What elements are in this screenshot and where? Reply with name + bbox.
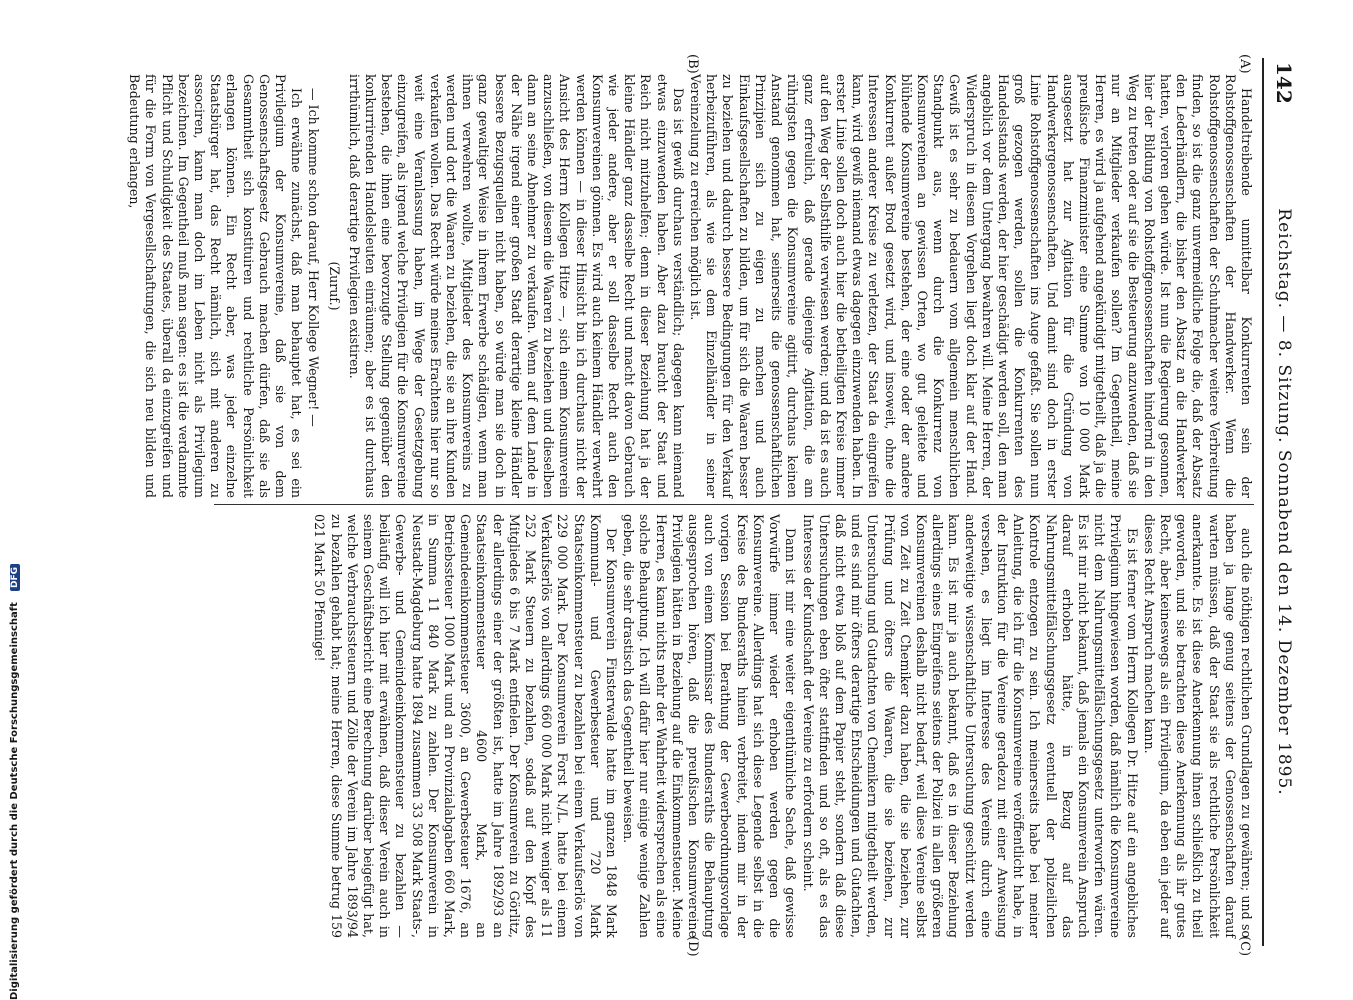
paragraph: auch die nöthigen rechtlichen Grundlagen zu gewähren; und so haben ja lange genug seitens der Genossenschaften darauf warten müssen, daß der Staat sie als rechtliche Persönlichkeit anerkannte. Es ist diese Anerkennung ihnen schließlich zu theil geworden, und sie betrachten diese Anerkennung als ihr gutes Recht, aber keineswegs als ein Privilegium, da eben ein jeder auf dieses Recht Anspruch machen kann.	[1141, 514, 1254, 938]
margin-marker-a: (A)	[1237, 54, 1252, 74]
paragraph: Das ist gewiß durchaus verständlich; dagegen kann niemand etwas einzuwenden haben. Aber dazu braucht der Staat und Reich nicht mitzuhelfen; denn in dieser Beziehung hat ja der kleine Händler ganz dasselbe Recht und macht davon Gebrauch wie jeder andere, aber er soll dasselbe Recht auch den Konsumvereinen gönnen. Es wird auch keinem Händler verwehrt werden können — in dieser Hinsicht bin ich durchaus nicht der Ansicht des Herrn Kollegen Hitze —, sich einem Konsumverein anzuschließen, von diesem die Waaren zu beziehen und dieselben dann an seine Abnehmer zu verkaufen. Wenn auf dem Lande in der Nähe irgend einer großen Stadt derartige kleine Händler bessere Bezugsquellen nicht haben, so würde man sie doch in ganz gewaltiger Weise in ihrem Erwerbe schädigen, wenn man ihnen verwehren wollte, Mitglieder des Konsumvereins zu werden und dort die Waaren zu beziehen, die sie an ihre Kunden verkaufen wollen. Das Recht würde meines Erachtens hier nur so weit eine Veranlassung haben, im Wege der Gesetzgebung einzugreifen, als irgend welche Privilegien für die Konsumvereine bestehen, die ihnen eine bevorzugte Stellung gegenüber den konkurrirenden Handelsleuten einräumen; aber es ist durchaus irrthümlich, daß derartige Privilegien existiren.	[346, 74, 686, 498]
margin-marker-d: (D)	[685, 936, 700, 957]
paragraph: Ich erwähne zunächst, daß man behauptet hat, es sei ein Privilegium der Konsumvereine, daß sie von dem Genossenschaftsgesetz Gebrauch machen dürfen, daß sie als Gesammtheit sich konstituiren und rechtliche Persönlichkeit erlangen können. Ein Recht aber, was jeder einzelne Staatsbürger hat, das Recht nämlich, sich mit anderen zu associren, kann man doch im Leben nicht als Privilegium bezeichnen. Im Gegentheil muß man sagen: es ist die verdammte Pflicht und Schuldigkeit des Staates, überall da einzugreifen und für die Form von Vergesellschaftungen, die sich neu bilden und Bedeutung erlangen,	[127, 74, 305, 498]
margin-marker-b: (B)	[685, 54, 700, 74]
running-title: Reichstag. — 8. Sitzung. Sonnabend den 14. Dezember 1895.	[1274, 208, 1294, 796]
column-separator	[214, 504, 1254, 505]
footer-text: Digitalisierung gefördert durch die Deutsche Forschungsgemeinschaft	[9, 602, 20, 1000]
paragraph: Handeltreibende unmittelbar Konkurrenten sein der Rohstoffgenossenschaften der Handwerker. Wenn die Rohstoffgenossenschaften der Schuhmacher weitere Verbreitung finden, so ist die ganz unvermeidliche Folge die, daß der Absatz den Lederhändlern, die bisher den Absatz an die Handwerker hatten, verloren gehen würde. Ist nun die Regierung gesonnen, hier der Bildung von Rohstoffgenossenschaften hindernd in den Weg zu treten oder auf sie die Besteuerung anzuwenden, daß sie nur an Mitglieder verkaufen sollen? Im Gegentheil, meine Herren, es wird ja aufgehend angekündigt mitgetheilt, daß ja die preußische Finanzminister eine Summe von 10 000 Mark ausgesetzt hat zur Agitation für die Gründung von Handwerkergenossenschaften. Und damit sind doch in erster Linie Rohstoffgenossenschaften ins Auge gefaßt. Sie sollen nun groß gezogen werden, sollen die Konkurrenten des Handelsstands werden, der hier geschädigt werden soll, den man angeblich vor dem Untergang bewahren will. Meine Herren, der Widerspruch in diesem Vorgehen liegt doch klar auf der Hand. Gewiß ist es sehr zu bedauern vom allgemein menschlichen Standpunkt aus, wenn durch die Konkurrenz von Konsumvereinen an gewissen Orten, wo gut geleitete und blühende Konsumvereine bestehen, der eine oder der andere Konkurrent außer Brod gesetzt wird, und insoweit, ohne die Interessen anderer Kreise zu verletzen, der Staat da eingreifen kann, wird gewiß niemand etwas dagegen einzuwenden haben. In erster Linie sollen doch auch hier die betheiligten Kreise immer auf den Weg der Selbsthilfe verwiesen werden; und da ist es auch ganz erfreulich, daß gerade diejenige Agitation, die am rührigsten gegen die Konsumvereine agitirt, durchaus keinen Anstand genommen hat, seinerseits die genossenschaftlichen Prinzipien sich zu eigen zu machen und auch Einkaufsgesellschaften zu bilden, um für sich die Waaren besser zu beziehen und dadurch bessere Bedingungen für den Verkauf herbeizuführen, als wie sie dem Einzelhändler in seiner Vereinzelung zu erreichen möglich ist.	[688, 74, 1254, 498]
left-column	[127, 74, 1254, 498]
dfg-logo: DFG	[10, 564, 20, 591]
paragraph: Es ist ferner vom Herrn Kollegen Dr. Hitze auf ein angebliches Privilegium hingewiesen worden, daß nämlich die Konsumvereine nicht dem Nahrungsmittelfälschungsgesetz unterworfen wären. Es ist mir nicht bekannt, daß jemals ein Konsumverein Anspruch darauf erhoben hätte, in Bezug auf das Nahrungsmittelfälschungsgesetz eventuell der polizeilichen Kontrole entzogen zu sein. Ich meinerseits habe bei meiner Anleitung, die ich für die Konsumvereine veröffentlicht habe, in der Instruktion für die Vereine geradezu mit einer Anweisung versehen, es liegt im Interesse des Vereins durch eine anderweitige wissenschaftliche Untersuchung geschützt werden kann. Es ist mir ja auch bekannt, daß es in dieser Beziehung allerdings eines Eingreifens seitens der Polizei in allen größeren Konsumvereinen deshalb nicht bedarf, weil diese Vereine selbst von Zeit zu Zeit Chemiker dazu haben, die sie beziehen, zur Prüfung und öfters die Waaren, die sie beziehen, zur Untersuchung und Gutachten von Chemikern mitgetheilt werden, und es sind mir öfters derartige Entscheidungen und Gutachten, daß nicht etwa bloß auf dem Papier steht, sondern daß diese Untersuchungen eben öfter stattfinden und so oft, als es das Interesse der Kundschaft der Vereine zu erfordern scheint.	[800, 514, 1140, 938]
margin-marker-c: (C)	[1237, 936, 1252, 957]
paragraph: Dann ist mir eine weiter eigenthümliche Sache, daß gewisse Vorwürfe immer wieder erhoben werden gegen die Konsumvereine. Allerdings hat sich diese Legende selbst in die Kreise des Bundesraths hinein verbreitet, indem mir in der vorigen Session bei Berathung der Gewerbeordnungsvorlage auch von einem Kommissar des Bundesraths die Behauptung ausgesprochen hören, daß die preußischen Konsumvereine Privilegien hätten in Beziehung auf die Einkommensteuer. Meine Herren, es kann nichts mehr der Wahrheit widersprechen als eine solche Behauptung. Ich will dafür hier nur einige wenige Zahlen geben, die sehr drastisch das Gegentheil beweisen.	[621, 514, 799, 938]
interjection: (Zuruf.)	[326, 261, 342, 311]
digitization-footer	[2, 0, 18, 1000]
page-header	[1264, 52, 1300, 952]
right-column	[214, 514, 1254, 938]
page-number: 142	[1272, 62, 1296, 104]
header-rule	[1262, 58, 1264, 946]
paragraph: — Ich komme schon darauf, Herr Kollege Wegner! —	[306, 88, 322, 427]
paragraph: Der Konsumverein Finsterwalde hatte im ganzen 1848 Mark Kommunal- und Gewerbesteuer und 720 Mark Staatseinkommensteuer zu bezahlen bei einem Verkaufserlös von 229 000 Mark. Der Konsumverein Forst N./L. hatte bei einem Verkaufserlös von allerdings 660 000 Mark nicht weniger als 11 252 Mark Steuern zu bezahlen, sodaß auf den Kopf des Mitgliedes 6 bis 7 Mark entfielen. Der Konsumverein zu Görlitz, der allerdings einer der größten ist, hatte im Jahre 1892/93 an Staatseinkommensteuer 4600 Mark, an Gemeindeeinkommensteuer 3600, an Gewerbesteuer 1676, an Betriebssteuer 1000 Mark und an Provinzialabgaben 660 Mark, in Summa 11 840 Mark zu zahlen. Der Konsumverein in Neustadt-Magdeburg hatte 1894 zusammen 33 508 Mark Staats-, Gewerbe- und Gemeindeeinkommensteuer zu bezahlen — beiläufig will ich hier mit erwähnen, daß dieser Verein auch in seinem Geschäftsbericht eine Berechnung darüber beigefügt hat, welche Verbrauchssteuern und Zölle der Verein im Jahre 1893/94 zu bezahlen gehabt hat; meine Herren, diese Summe betrug 159 021 Mark 50 Pfennige!	[312, 514, 620, 938]
document-page	[60, 52, 1300, 957]
